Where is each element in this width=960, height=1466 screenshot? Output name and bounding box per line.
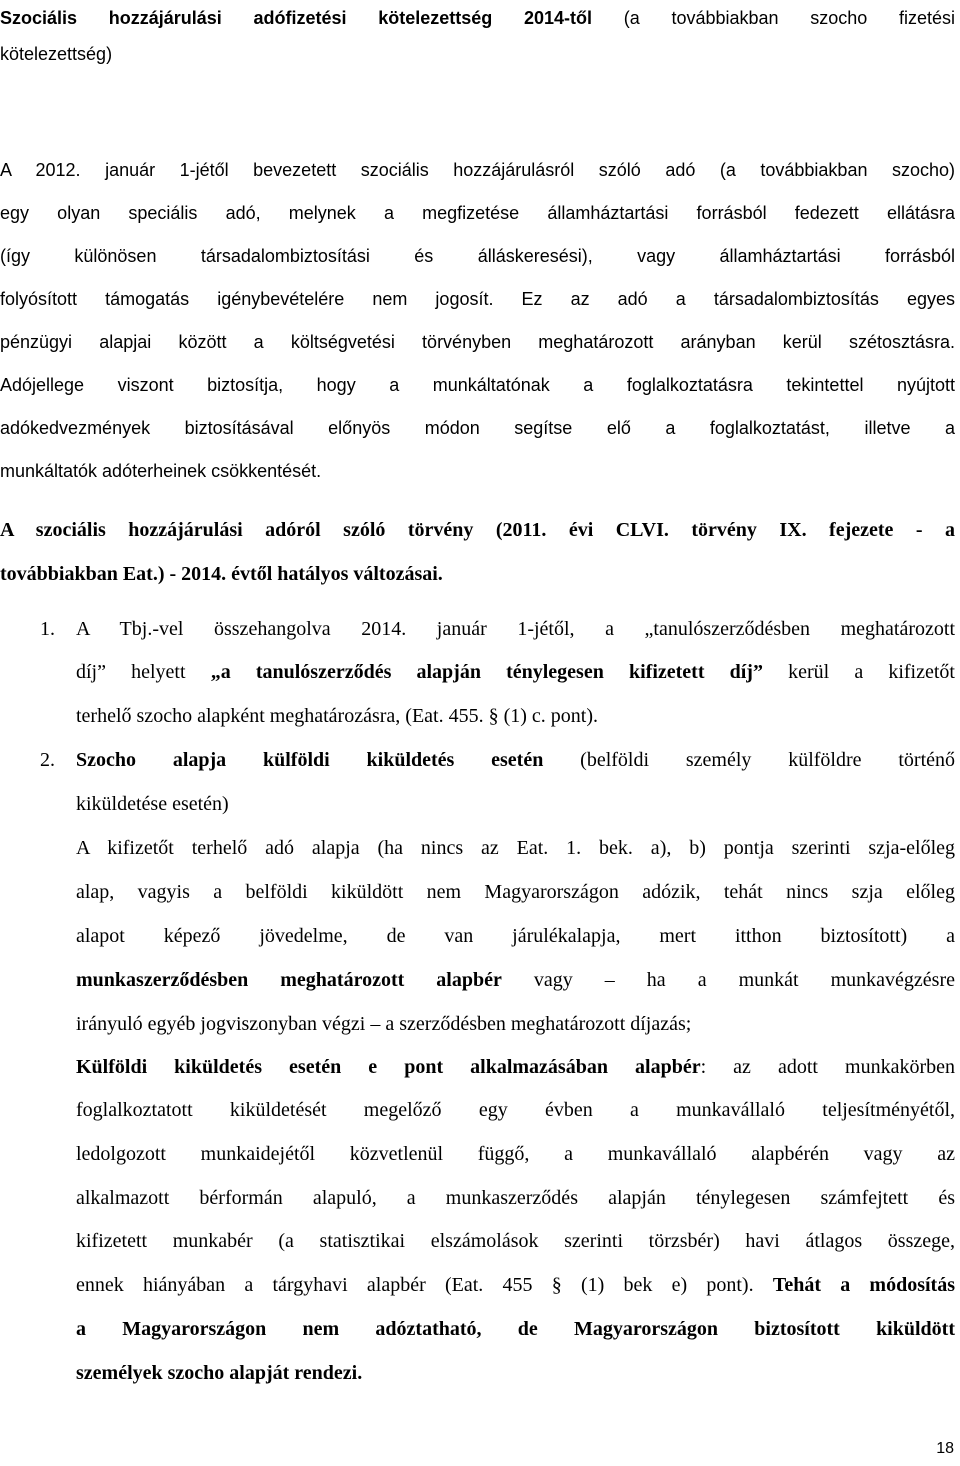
- intro-line: pénzügyi alapjai között a költségvetési törvényben meghatározott arányban kerül szétosztásra.: [0, 332, 955, 352]
- item-1-text: kerül a kifizetőt: [762, 661, 955, 683]
- item-2-line: alkalmazott bérformán alapuló, a munkaszerződés alapján ténylegesen számfejtett és: [76, 1187, 955, 1209]
- item-2-line: irányuló egyéb jogviszonyban végzi – a szerződésben meghatározott díjazás;: [76, 1013, 692, 1035]
- page-number: 18: [936, 1440, 954, 1457]
- section-title-line: A szociális hozzájárulási adóról szóló törvény (2011. évi CLVI. törvény IX. fejezete - a: [0, 519, 955, 541]
- item-1-line: [76, 660, 955, 684]
- item-2-bold: Szocho alapja külföldi kiküldetés esetén: [76, 749, 544, 771]
- heading-bold: Szociális hozzájárulási adófizetési kötelezettség 2014-től: [0, 8, 593, 28]
- section-title-line: továbbiakban Eat.) - 2014. évtől hatályos változásai.: [0, 563, 443, 585]
- item-2-line: [76, 1273, 955, 1297]
- item-1-line: A Tbj.-vel összehangolva 2014. január 1-jétől, a „tanulószerződésben meghatározott: [76, 618, 955, 640]
- item-2-line: személyek szocho alapját rendezi.: [76, 1362, 363, 1384]
- intro-line: folyósított támogatás igénybevételére nem jogosít. Ez az adó a társadalombiztosítás egyes: [0, 289, 955, 309]
- heading-line-2: kötelezettség): [0, 44, 113, 64]
- intro-line: adókedvezmények biztosításával előnyös módon segítse elő a foglalkoztatást, illetve a: [0, 418, 955, 438]
- intro-line: Adójellege viszont biztosítja, hogy a munkáltatónak a foglalkoztatásra tekintettel nyújtott: [0, 375, 955, 395]
- item-2-bold: Külföldi kiküldetés esetén e pont alkalmazásában alapbér: [76, 1056, 701, 1078]
- item-1-line: terhelő szocho alapként meghatározásra, (Eat. 455. § (1) c. pont).: [76, 705, 599, 727]
- heading-line-1: [0, 6, 955, 30]
- heading-rest: (a továbbiakban szocho fizetési: [592, 8, 955, 28]
- item-2-line: [76, 968, 955, 992]
- item-2-text: (belföldi személy külföldre történő: [543, 749, 955, 771]
- item-2-line: A kifizetőt terhelő adó alapja (ha nincs az Eat. 1. bek. a), b) pontja szerinti szja-előleg: [76, 837, 955, 859]
- item-2-line: kifizetett munkabér (a statisztikai elszámolások szerinti törzsbér) havi átlagos összege,: [76, 1230, 955, 1252]
- intro-line: A 2012. január 1-jétől bevezetett szociális hozzájárulásról szóló adó (a továbbiakban szocho): [0, 160, 955, 180]
- item-2-number: 2.: [40, 749, 55, 771]
- item-2-text: : az adott munkakörben: [700, 1056, 955, 1078]
- item-2-bold: munkaszerződésben meghatározott alapbér: [76, 969, 502, 991]
- intro-line: (így különösen társadalombiztosítási és álláskeresési), vagy államháztartási forrásból: [0, 246, 955, 266]
- item-2-line: [76, 748, 955, 772]
- item-2-text: vagy – ha a munkát munkavégzésre: [501, 969, 955, 991]
- item-2-line: kiküldetése esetén): [76, 793, 229, 815]
- item-2-line: a Magyarországon nem adóztatható, de Magyarországon biztosított kiküldött: [76, 1318, 955, 1340]
- intro-line: egy olyan speciális adó, melynek a megfizetése államháztartási forrásból fedezett ellátásra: [0, 203, 955, 223]
- item-2-line: [76, 1055, 955, 1079]
- item-2-line: foglalkoztatott kiküldetését megelőző egy évben a munkavállaló teljesítményétől,: [76, 1099, 955, 1121]
- item-2-line: alap, vagyis a belföldi kiküldött nem Magyarországon adózik, tehát nincs szja előleg: [76, 881, 955, 903]
- item-2-line: alapot képező jövedelme, de van járulékalapja, mert itthon biztosított) a: [76, 925, 955, 947]
- item-2-text: ennek hiányában a tárgyhavi alapbér (Eat. 455 § (1) bek e) pont).: [76, 1274, 773, 1296]
- item-1-number: 1.: [40, 618, 55, 640]
- item-2-line: ledolgozott munkaidejétől közvetlenül függő, a munkavállaló alapbérén vagy az: [76, 1143, 955, 1165]
- intro-line: munkáltatók adóterheinek csökkentését.: [0, 461, 322, 481]
- item-1-bold: „a tanulószerződés alapján ténylegesen kifizetett díj”: [210, 661, 763, 683]
- item-1-text: díj” helyett: [76, 661, 211, 683]
- item-2-bold: Tehát a módosítás: [772, 1274, 955, 1296]
